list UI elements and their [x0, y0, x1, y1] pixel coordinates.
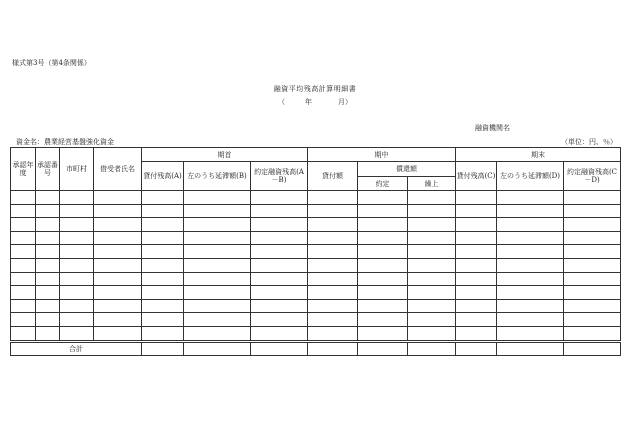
table-cell[interactable]	[11, 204, 36, 218]
table-cell[interactable]	[60, 204, 94, 218]
header-approval-year: 承認年度	[11, 148, 36, 191]
fund-name: 資金名：農業経営基盤強化資金	[16, 138, 114, 146]
table-cell[interactable]	[308, 191, 358, 205]
table-cell[interactable]	[358, 258, 408, 272]
table-cell[interactable]	[184, 286, 251, 300]
table-cell[interactable]	[497, 299, 564, 313]
header-municipality: 市町村	[60, 148, 94, 191]
table-cell[interactable]	[142, 299, 184, 313]
table-cell[interactable]	[142, 204, 184, 218]
table-cell[interactable]	[408, 218, 456, 232]
period-month: 月）	[338, 98, 352, 106]
table-cell[interactable]	[36, 191, 60, 205]
total-cell[interactable]	[142, 343, 184, 356]
table-cell[interactable]	[11, 191, 36, 205]
total-table	[10, 342, 621, 356]
table-cell[interactable]	[184, 231, 251, 245]
table-cell[interactable]	[94, 272, 142, 286]
table-row	[11, 258, 621, 272]
table-cell[interactable]	[94, 218, 142, 232]
unit-label: （単位：円、％）	[561, 138, 617, 146]
table-cell[interactable]	[408, 326, 456, 340]
table-cell[interactable]	[184, 313, 251, 327]
table-cell[interactable]	[497, 204, 564, 218]
period-line	[0, 98, 630, 107]
header-repayment-contract: 約定	[358, 177, 408, 191]
table-cell[interactable]	[456, 286, 497, 300]
table-cell[interactable]	[456, 299, 497, 313]
table-cell[interactable]	[94, 245, 142, 259]
header-approval-number: 承認番号	[36, 148, 60, 191]
table-cell[interactable]	[456, 258, 497, 272]
table-cell[interactable]	[251, 191, 308, 205]
header-start-loan-balance: 貸付残高(A)	[142, 162, 184, 191]
table-cell[interactable]	[308, 258, 358, 272]
form-number: 様式第3号（第4条関係）	[12, 59, 91, 67]
table-row	[11, 204, 621, 218]
table-cell[interactable]	[497, 286, 564, 300]
table-cell[interactable]	[408, 272, 456, 286]
table-cell[interactable]	[184, 326, 251, 340]
table-cell[interactable]	[251, 258, 308, 272]
table-cell[interactable]	[564, 231, 621, 245]
table-cell[interactable]	[142, 313, 184, 327]
table-cell[interactable]	[142, 258, 184, 272]
table-cell[interactable]	[11, 313, 36, 327]
table-cell[interactable]	[456, 191, 497, 205]
table-cell[interactable]	[142, 245, 184, 259]
table-cell[interactable]	[94, 204, 142, 218]
table-cell[interactable]	[60, 258, 94, 272]
table-cell[interactable]	[456, 231, 497, 245]
total-label: 合計	[11, 343, 142, 356]
table-cell[interactable]	[60, 286, 94, 300]
table-cell[interactable]	[142, 218, 184, 232]
table-row	[11, 231, 621, 245]
table-cell[interactable]	[11, 326, 36, 340]
table-cell[interactable]	[11, 286, 36, 300]
table-cell[interactable]	[564, 258, 621, 272]
table-cell[interactable]	[497, 231, 564, 245]
header-during-period: 期中	[308, 148, 456, 162]
table-cell[interactable]	[251, 204, 308, 218]
table-cell[interactable]	[60, 326, 94, 340]
table-cell[interactable]	[358, 286, 408, 300]
table-cell[interactable]	[60, 299, 94, 313]
institution-label: 融資機関名	[475, 124, 510, 132]
table-cell[interactable]	[11, 245, 36, 259]
table-cell[interactable]	[456, 218, 497, 232]
table-cell[interactable]	[251, 245, 308, 259]
total-cell[interactable]	[564, 343, 621, 356]
header-start-overdue: 左のうち延滞額(B)	[184, 162, 251, 191]
total-row	[11, 343, 621, 356]
table-cell[interactable]	[184, 204, 251, 218]
table-cell[interactable]	[11, 218, 36, 232]
table-cell[interactable]	[408, 191, 456, 205]
table-row	[11, 218, 621, 232]
table-cell[interactable]	[251, 218, 308, 232]
document-title: 融資平均残高計算明細書	[273, 85, 357, 93]
table-cell[interactable]	[358, 218, 408, 232]
table-cell[interactable]	[564, 326, 621, 340]
table-cell[interactable]	[564, 272, 621, 286]
table-cell[interactable]	[308, 272, 358, 286]
table-cell[interactable]	[94, 326, 142, 340]
table-cell[interactable]	[60, 272, 94, 286]
table-cell[interactable]	[94, 231, 142, 245]
table-cell[interactable]	[308, 326, 358, 340]
table-cell[interactable]	[184, 272, 251, 286]
table-cell[interactable]	[36, 272, 60, 286]
table-cell[interactable]	[456, 272, 497, 286]
table-cell[interactable]	[36, 313, 60, 327]
table-cell[interactable]	[94, 286, 142, 300]
table-cell[interactable]	[184, 299, 251, 313]
period-open: （	[278, 98, 285, 106]
table-cell[interactable]	[60, 231, 94, 245]
table-cell[interactable]	[36, 218, 60, 232]
table-cell[interactable]	[308, 313, 358, 327]
table-cell[interactable]	[11, 258, 36, 272]
table-cell[interactable]	[251, 231, 308, 245]
table-cell[interactable]	[142, 272, 184, 286]
table-cell[interactable]	[142, 231, 184, 245]
table-cell[interactable]	[11, 272, 36, 286]
header-start-contract-balance: 約定融資残高(A－B)	[251, 162, 308, 191]
table-cell[interactable]	[94, 258, 142, 272]
table-cell[interactable]	[251, 286, 308, 300]
table-cell[interactable]	[408, 299, 456, 313]
table-cell[interactable]	[408, 204, 456, 218]
table-cell[interactable]	[142, 286, 184, 300]
table-cell[interactable]	[142, 326, 184, 340]
table-cell[interactable]	[184, 191, 251, 205]
table-cell[interactable]	[358, 272, 408, 286]
table-cell[interactable]	[564, 299, 621, 313]
header-repayment-early: 繰上	[408, 177, 456, 191]
table-cell[interactable]	[564, 313, 621, 327]
table-cell[interactable]	[308, 218, 358, 232]
table-cell[interactable]	[60, 245, 94, 259]
table-cell[interactable]	[36, 231, 60, 245]
table-cell[interactable]	[142, 191, 184, 205]
table-cell[interactable]	[497, 191, 564, 205]
table-cell[interactable]	[11, 299, 36, 313]
table-row	[11, 272, 621, 286]
total-cell[interactable]	[251, 343, 308, 356]
total-cell[interactable]	[184, 343, 251, 356]
total-cell[interactable]	[308, 343, 358, 356]
total-cell[interactable]	[456, 343, 497, 356]
table-cell[interactable]	[308, 245, 358, 259]
table-cell[interactable]	[497, 326, 564, 340]
table-cell[interactable]	[408, 313, 456, 327]
table-cell[interactable]	[94, 191, 142, 205]
header-end-loan-balance: 貸付残高(C)	[456, 162, 497, 191]
total-cell[interactable]	[408, 343, 456, 356]
table-cell[interactable]	[36, 258, 60, 272]
period-year: 年	[305, 98, 312, 106]
header-period-start: 期首	[142, 148, 308, 162]
table-cell[interactable]	[358, 191, 408, 205]
table-cell[interactable]	[308, 286, 358, 300]
table-cell[interactable]	[408, 231, 456, 245]
table-cell[interactable]	[358, 231, 408, 245]
table-cell[interactable]	[497, 245, 564, 259]
table-cell[interactable]	[36, 245, 60, 259]
table-cell[interactable]	[564, 204, 621, 218]
table-cell[interactable]	[564, 245, 621, 259]
table-cell[interactable]	[358, 245, 408, 259]
table-row	[11, 245, 621, 259]
table-cell[interactable]	[456, 204, 497, 218]
table-cell[interactable]	[456, 245, 497, 259]
header-end-contract-balance: 約定融資残高(C－D)	[564, 162, 621, 191]
table-cell[interactable]	[36, 299, 60, 313]
table-cell[interactable]	[251, 299, 308, 313]
table-cell[interactable]	[408, 245, 456, 259]
table-cell[interactable]	[251, 313, 308, 327]
table-cell[interactable]	[60, 191, 94, 205]
table-cell[interactable]	[184, 258, 251, 272]
table-cell[interactable]	[251, 272, 308, 286]
table-cell[interactable]	[308, 204, 358, 218]
table-cell[interactable]	[358, 299, 408, 313]
table-cell[interactable]	[36, 326, 60, 340]
table-cell[interactable]	[408, 258, 456, 272]
table-cell[interactable]	[94, 299, 142, 313]
header-end-overdue: 左のうち延滞額(D)	[497, 162, 564, 191]
table-cell[interactable]	[456, 313, 497, 327]
header-loan-amount: 貸付額	[308, 162, 358, 191]
table-cell[interactable]	[184, 218, 251, 232]
table-cell[interactable]	[60, 313, 94, 327]
table-cell[interactable]	[184, 245, 251, 259]
header-borrower-name: 借受者氏名	[94, 148, 142, 191]
table-cell[interactable]	[60, 218, 94, 232]
table-body	[11, 191, 621, 341]
table-cell[interactable]	[564, 286, 621, 300]
table-cell[interactable]	[308, 299, 358, 313]
table-row	[11, 313, 621, 327]
table-cell[interactable]	[94, 313, 142, 327]
table-cell[interactable]	[36, 286, 60, 300]
table-cell[interactable]	[497, 258, 564, 272]
table-cell[interactable]	[36, 204, 60, 218]
table-row	[11, 299, 621, 313]
detail-table	[10, 147, 621, 341]
table-cell[interactable]	[358, 326, 408, 340]
table-cell[interactable]	[358, 204, 408, 218]
table-cell[interactable]	[308, 231, 358, 245]
table-cell[interactable]	[497, 218, 564, 232]
total-cell[interactable]	[358, 343, 408, 356]
table-row	[11, 286, 621, 300]
header-repayment: 償還額	[358, 162, 456, 177]
table-row	[11, 191, 621, 205]
table-cell[interactable]	[564, 191, 621, 205]
total-cell[interactable]	[497, 343, 564, 356]
header-period-end: 期末	[456, 148, 621, 162]
table-cell[interactable]	[11, 231, 36, 245]
table-cell[interactable]	[408, 286, 456, 300]
table-cell[interactable]	[497, 313, 564, 327]
table-cell[interactable]	[358, 313, 408, 327]
table-cell[interactable]	[497, 272, 564, 286]
table-cell[interactable]	[564, 218, 621, 232]
table-cell[interactable]	[251, 326, 308, 340]
table-cell[interactable]	[456, 326, 497, 340]
table-row	[11, 326, 621, 340]
